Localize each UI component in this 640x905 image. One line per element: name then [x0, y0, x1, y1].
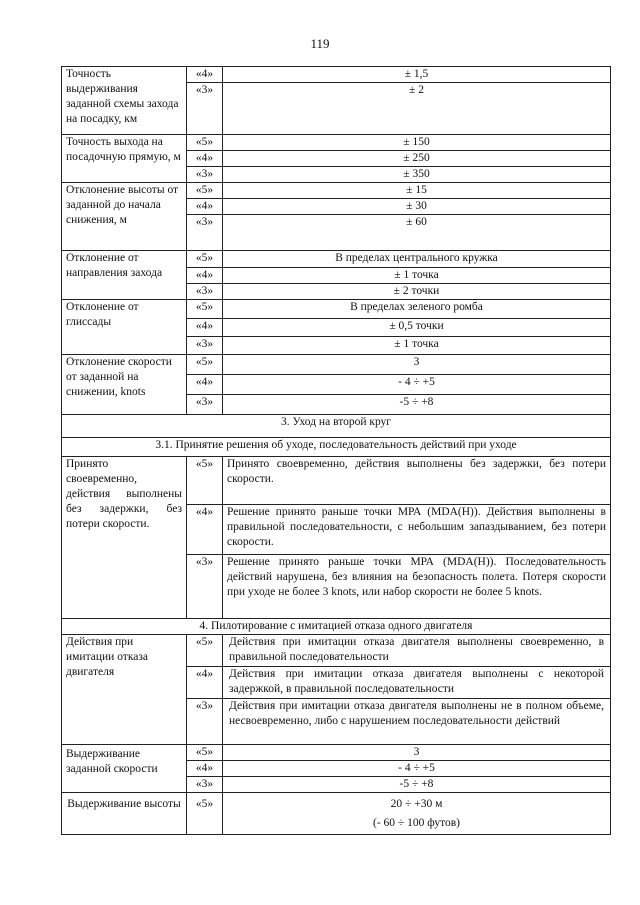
page-number: 119	[310, 36, 330, 51]
grade-cell: «3»	[187, 395, 223, 415]
grade-cell: «4»	[187, 667, 223, 699]
value-cell: ± 30	[223, 199, 611, 215]
criterion-cell: Отклонение от направления захода	[62, 251, 187, 300]
value-cell: ± 2	[223, 83, 611, 135]
value-cell: В пределах центрального кружка	[223, 251, 611, 268]
grade-cell: «3»	[187, 284, 223, 300]
grade-cell: «3»	[187, 83, 223, 135]
description-cell: Действия при имитации отказа двигателя выполнены своевременно, в правильной последовательности	[223, 635, 611, 667]
grade-cell: «5»	[187, 793, 223, 835]
value-cell: ± 1 точка	[223, 337, 611, 355]
value-cell: ± 250	[223, 151, 611, 167]
grade-cell: «5»	[187, 135, 223, 151]
value-cell: ± 0,5 точки	[223, 319, 611, 337]
criterion-cell: Отклонение скорости от заданной на снижении, knots	[62, 355, 187, 415]
criterion-cell: Действия при имитации отказа двигателя	[62, 635, 187, 745]
value-cell: ± 2 точки	[223, 284, 611, 300]
grade-cell: «4»	[187, 268, 223, 284]
value-cell: - 4 ÷ +5	[223, 375, 611, 395]
grade-cell: «3»	[187, 215, 223, 251]
value-cell: ± 1 точка	[223, 268, 611, 284]
description-cell: Действия при имитации отказа двигателя выполнены не в полном объеме, несвоевременно, либо с нарушением последовательности действий	[223, 699, 611, 745]
value-cell: - 4 ÷ +5	[223, 761, 611, 777]
criterion-cell: Отклонение высоты от заданной до начала снижения, м	[62, 183, 187, 251]
grade-cell: «4»	[187, 199, 223, 215]
description-cell: Решение принято раньше точки МРА (MDA(H)). Последовательность действий нарушена, без влияния на безопасность полета. Потеря скорости при уходе не более 3 knots, или набор скорости не более 5 knots.	[223, 555, 611, 619]
grading-table	[61, 66, 611, 835]
grade-cell: «5»	[187, 355, 223, 375]
grade-cell: «3»	[187, 777, 223, 793]
criterion-cell: Выдерживание заданной скорости	[62, 745, 187, 793]
section-heading: 4. Пилотирование с имитацией отказа одного двигателя	[62, 619, 611, 635]
value-cell: ± 60	[223, 215, 611, 251]
value-cell: ± 350	[223, 167, 611, 183]
grade-cell: «3»	[187, 555, 223, 619]
value-cell: 3	[223, 745, 611, 761]
value-cell	[223, 793, 611, 835]
grade-cell: «4»	[187, 375, 223, 395]
grade-cell: «3»	[187, 167, 223, 183]
section-heading: 3. Уход на второй круг	[62, 415, 611, 438]
altitude-value-feet: (- 60 ÷ 100 футов)	[372, 817, 461, 829]
criterion-cell: Принято своевременно, действия выполнены без задержки, без потери скорости.	[62, 457, 187, 619]
value-cell: ± 1,5	[223, 67, 611, 83]
grade-cell: «4»	[187, 151, 223, 167]
value-cell: -5 ÷ +8	[223, 777, 611, 793]
grade-cell: «5»	[187, 300, 223, 319]
criterion-cell: Точность выхода на посадочную прямую, м	[62, 135, 187, 183]
grade-cell: «5»	[187, 183, 223, 199]
value-cell: ± 15	[223, 183, 611, 199]
grade-cell: «5»	[187, 745, 223, 761]
grade-cell: «3»	[187, 337, 223, 355]
value-cell: 3	[223, 355, 611, 375]
value-cell: В пределах зеленого ромба	[223, 300, 611, 319]
criterion-cell: Выдерживание высоты	[62, 793, 187, 835]
grade-cell: «4»	[187, 67, 223, 83]
value-cell: ± 150	[223, 135, 611, 151]
subsection-heading: 3.1. Принятие решения об уходе, последовательность действий при уходе	[62, 438, 611, 457]
description-cell: Действия при имитации отказа двигателя выполнены с некоторой задержкой, в правильной последовательности	[223, 667, 611, 699]
grade-cell: «4»	[187, 761, 223, 777]
description-cell: Решение принято раньше точки МРА (MDA(H)). Действия выполнены в правильной последовательности, с небольшим запаздыванием, без потери скорости.	[223, 505, 611, 555]
grade-cell: «4»	[187, 319, 223, 337]
grade-cell: «5»	[187, 251, 223, 268]
criterion-cell: Точность выдерживания заданной схемы захода на посадку, км	[62, 67, 187, 135]
description-cell: Принято своевременно, действия выполнены без задержки, без потери скорости.	[223, 457, 611, 505]
grade-cell: «3»	[187, 699, 223, 745]
grade-cell: «5»	[187, 635, 223, 667]
value-cell: -5 ÷ +8	[223, 395, 611, 415]
altitude-value-meters: 20 ÷ +30 м	[390, 798, 443, 810]
criterion-cell: Отклонение от глиссады	[62, 300, 187, 355]
grade-cell: «4»	[187, 505, 223, 555]
grade-cell: «5»	[187, 457, 223, 505]
